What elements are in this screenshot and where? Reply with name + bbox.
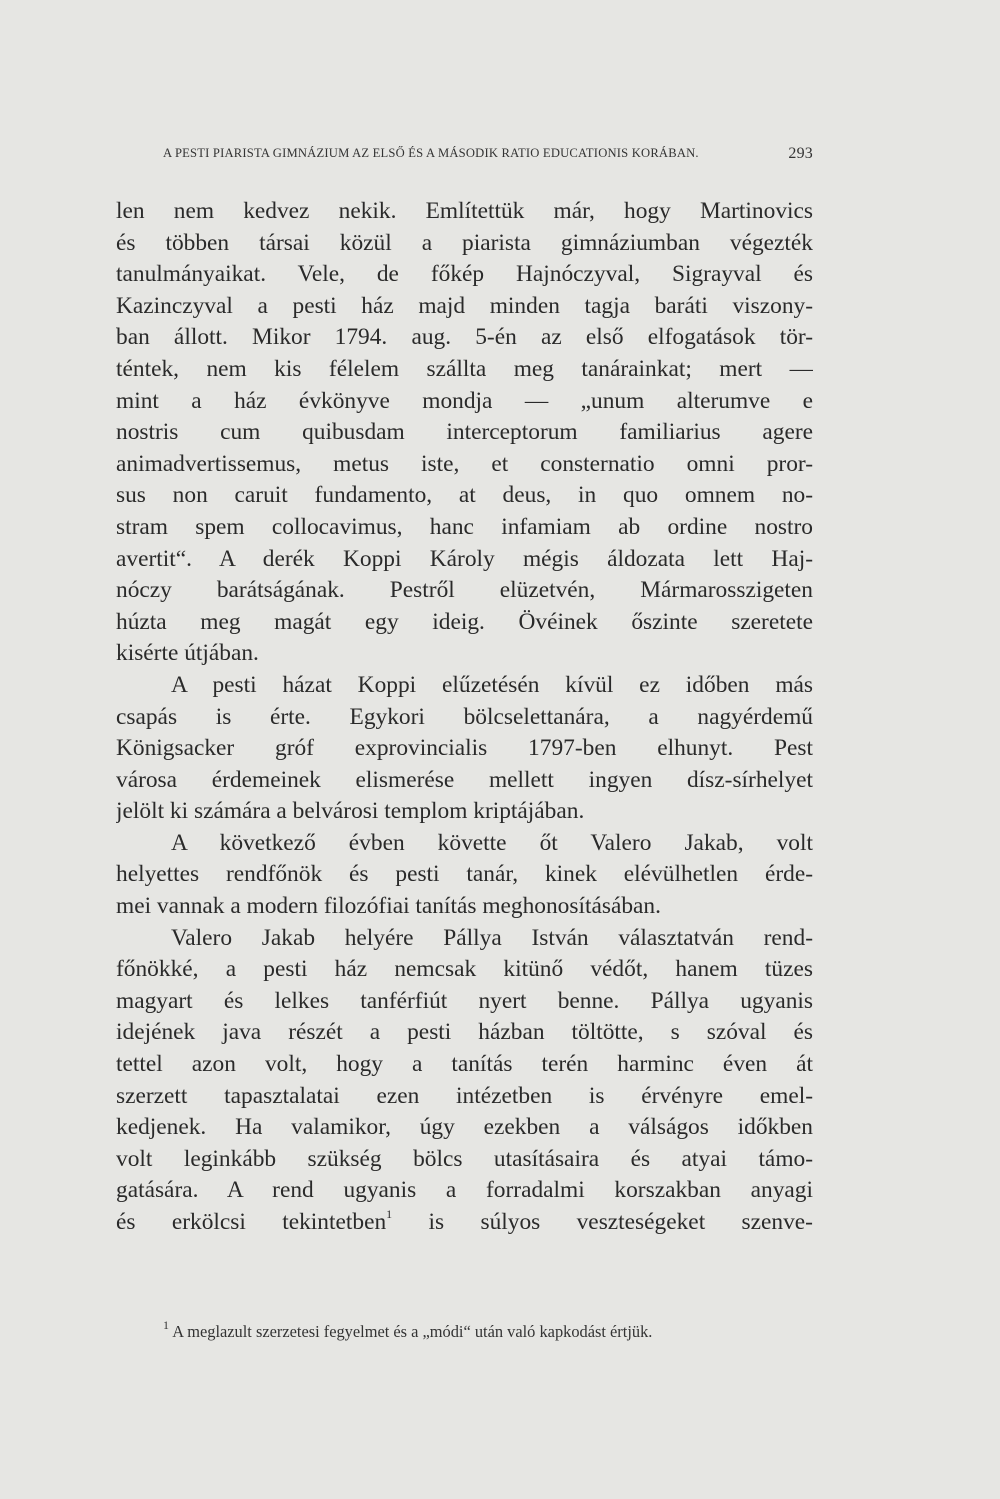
running-head-title: A PESTI PIARISTA GIMNÁZIUM AZ ELSŐ ÉS A MÁSODIK RATIO EDUCATIONIS KORÁBAN.: [163, 146, 699, 160]
page-number: 293: [788, 145, 813, 162]
text-line: mei vannak a modern filozófiai tanítás meghonosításában.: [116, 893, 661, 920]
text-line: városa érdemeinek elismerése mellett ingyen dísz-sírhelyet: [116, 766, 813, 793]
body-text: [116, 196, 813, 1239]
text-line: kisérte útjában.: [116, 640, 259, 667]
text-line: volt leginkább szükség bölcs utasításaira és atyai támo-: [116, 1145, 813, 1172]
text-line: Valero Jakab helyére Pállya István választatván rend-: [171, 924, 813, 951]
footnote-marker: 1: [163, 1317, 169, 1332]
footnote: [163, 1317, 813, 1342]
text-line: A következő évben követte őt Valero Jakab, volt: [171, 829, 813, 856]
footnote-text: A meglazult szerzetesi fegyelmet és a „módi“ után való kapkodást értjük.: [172, 1322, 653, 1341]
text-line: Königsacker gróf exprovincialis 1797-ben elhunyt. Pest: [116, 735, 813, 762]
running-head: [163, 146, 813, 170]
text-line: csapás is érte. Egykori bölcselettanára, a nagyérdemű: [116, 703, 813, 730]
text-line: kedjenek. Ha valamikor, úgy ezekben a válságos időkben: [116, 1114, 813, 1141]
text-line: sus non caruit fundamento, at deus, in quo omnem no-: [116, 482, 813, 509]
text-line: és többen társai közül a piarista gimnáziumban végezték: [116, 229, 813, 256]
text-line: ban állott. Mikor 1794. aug. 5-én az első elfogatások tör-: [116, 324, 813, 351]
text-line: animadvertissemus, metus iste, et consternatio omni pror-: [116, 450, 813, 477]
text-line-with-footnote-ref: [116, 1207, 813, 1239]
text-fragment: is súlyos veszteségeket szenve-: [428, 1209, 813, 1235]
text-line: nóczy barátságának. Pestről elüzetvén, Mármarosszigeten: [116, 577, 813, 604]
text-line: húzta meg magát egy ideig. Övéinek őszinte szeretete: [116, 608, 813, 635]
text-line: avertit“. A derék Koppi Károly mégis áldozata lett Haj-: [116, 545, 813, 572]
text-line: idejének java részét a pesti házban töltötte, s szóval és: [116, 1019, 813, 1046]
text-line: gatására. A rend ugyanis a forradalmi korszakban anyagi: [116, 1177, 813, 1204]
text-line: A pesti házat Koppi elűzetésén kívül ez időben más: [171, 671, 813, 698]
text-line: stram spem collocavimus, hanc infamiam ab ordine nostro: [116, 513, 813, 540]
text-line: tettel azon volt, hogy a tanítás terén harminc éven át: [116, 1051, 813, 1078]
text-line: Kazinczyval a pesti ház majd minden tagja baráti viszony-: [116, 292, 813, 319]
footnote-reference: 1: [386, 1207, 393, 1222]
text-line: mint a ház évkönyve mondja — „unum alterumve e: [116, 387, 813, 414]
text-line: jelölt ki számára a belvárosi templom kriptájában.: [116, 798, 585, 825]
text-line: helyettes rendfőnök és pesti tanár, kinek elévülhetlen érde-: [116, 861, 813, 888]
text-fragment: és erkölcsi tekintetben: [116, 1209, 387, 1235]
text-line: téntek, nem kis félelem szállta meg tanárainkat; mert —: [116, 355, 813, 382]
text-line: nostris cum quibusdam interceptorum familiarius agere: [116, 419, 813, 446]
text-line: tanulmányaikat. Vele, de főkép Hajnóczyval, Sigrayval és: [116, 261, 813, 288]
text-line: főnökké, a pesti ház nemcsak kitünő védőt, hanem tüzes: [116, 956, 813, 983]
text-line: szerzett tapasztalatai ezen intézetben is érvényre emel-: [116, 1082, 813, 1109]
text-line: len nem kedvez nekik. Említettük már, hogy Martinovics: [116, 198, 813, 224]
text-line: magyart és lelkes tanférfiút nyert benne. Pállya ugyanis: [116, 987, 813, 1014]
